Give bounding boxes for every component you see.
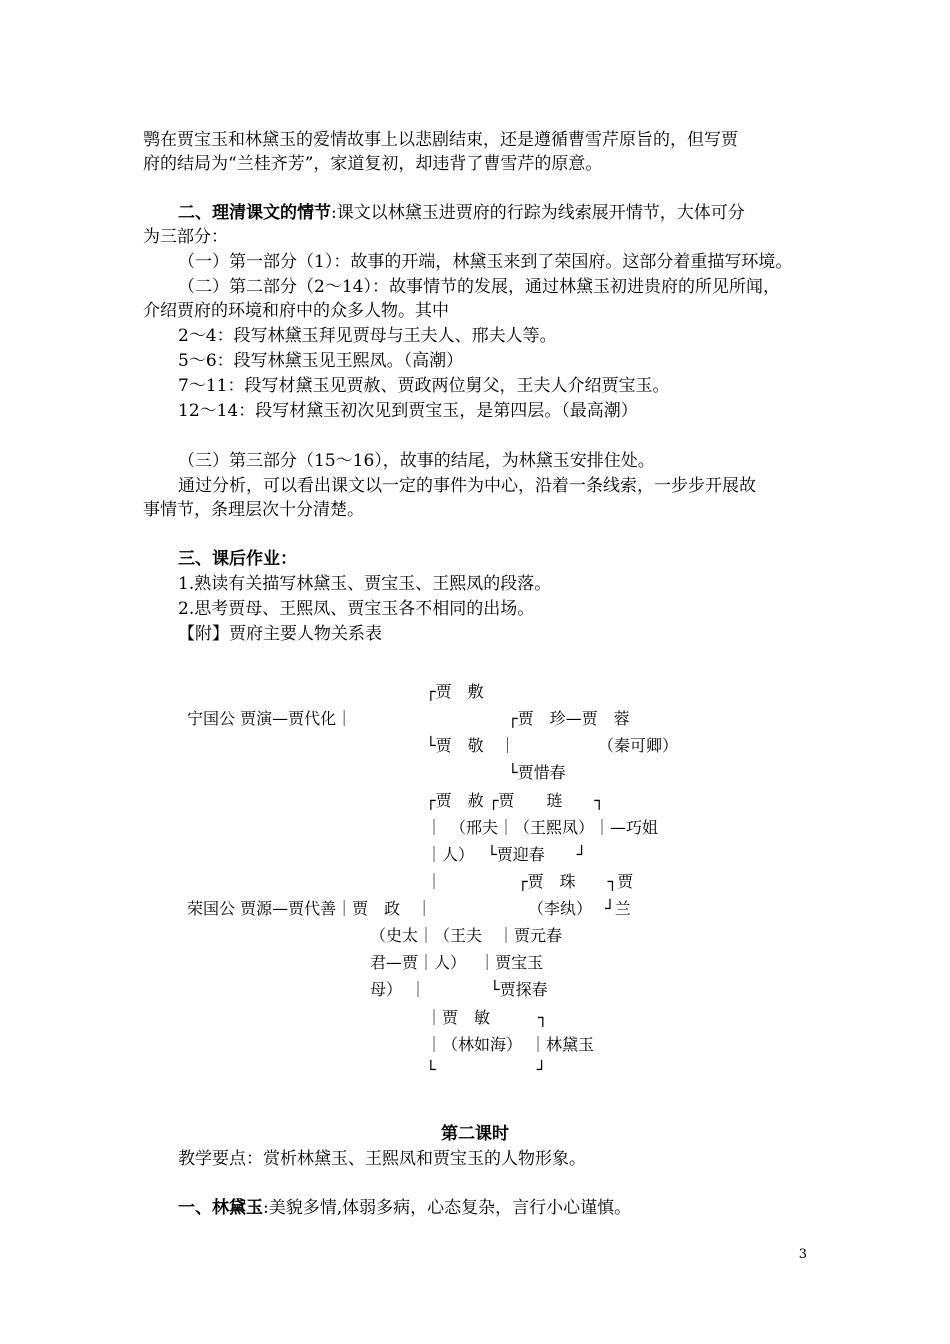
tree-line: 宁国公 贾演—贾代化｜: [187, 709, 353, 728]
tree-line: ┌贾 珍—贾 蓉: [508, 709, 630, 728]
section2-text: :课文以林黛玉进贾府的行踪为线索展开情节，大体可分: [331, 203, 745, 223]
tree-line: ｜（林如海） ｜林黛玉: [426, 1035, 595, 1054]
page-number: 3: [798, 1247, 807, 1262]
lesson2-heading: 一、林黛玉: [178, 1198, 263, 1218]
intro-line-2: 府的结局为“兰桂齐芳”，家道复初，却违背了曹雪芹的原意。: [143, 154, 603, 174]
part1: （一）第一部分（1）：故事的开端，林黛玉来到了荣国府。这部分着重描写环境。: [178, 252, 793, 272]
part2-a: （二）第二部分（2～14）：故事情节的发展，通过林黛玉初进贵府的所见所闻，: [178, 277, 780, 297]
part3: （三）第三部分（15～16），故事的结尾，为林黛玉安排住处。: [178, 451, 655, 471]
homework-item-2: 2.思考贾母、王熙凤、贾宝玉各不相同的出场。: [178, 599, 535, 619]
lesson2-heading-text: :美貌多情,体弱多病，心态复杂，言行小心谨慎。: [263, 1198, 632, 1218]
appendix-title: 【附】贾府主要人物关系表: [178, 624, 382, 644]
tree-line: （李纨） ┘兰: [528, 899, 631, 918]
sub-point-4: 12～14：段写材黛玉初次见到贾宝玉，是第四层。（最高潮）: [178, 401, 638, 421]
tree-line: ｜贾 敏 ┐: [426, 1008, 548, 1027]
tree-line: ┌贾 敷: [426, 682, 484, 701]
part2-b: 介绍贾府的环境和府中的众多人物。其中: [143, 301, 449, 321]
section2-heading: 二、理清课文的情节: [178, 203, 331, 223]
tree-line: （秦可卿）: [598, 736, 679, 755]
tree-line: └贾惜春: [508, 763, 566, 782]
lesson2-goal: 教学要点：赏析林黛玉、王熙凤和贾宝玉的人物形象。: [178, 1149, 586, 1169]
section3-heading: 三、课后作业：: [178, 549, 297, 569]
tree-line: ┌贾 赦 ┌贾 琏 ┐: [426, 791, 604, 810]
sub-point-1: 2～4：段写林黛玉拜见贾母与王夫人、邢夫人等。: [178, 326, 557, 346]
tree-line: （史太｜（王夫 ｜贾元春: [370, 926, 563, 945]
tree-line: ┌贾 珠 ┐贾: [518, 872, 634, 891]
tree-line: ｜人） └贾迎春 ┘: [426, 845, 587, 864]
lesson2-title: 第二课时: [441, 1124, 509, 1144]
tree-line: └ ┘: [426, 1060, 547, 1079]
tree-line: ｜ （邢夫｜（王熙凤）｜—巧姐: [426, 818, 659, 837]
intro-line-1: 鹗在贾宝玉和林黛玉的爱情故事上以悲剧结束，还是遵循曹雪芹原旨的，但写贾: [143, 130, 738, 150]
sub-point-3: 7～11：段写材黛玉见贾赦、贾政两位舅父，王夫人介绍贾宝玉。: [178, 376, 670, 396]
tree-line: ｜: [426, 872, 443, 891]
tree-line: 君—贾｜人） ｜贾宝玉: [370, 953, 544, 972]
tree-line: 母） ｜ └贾探春: [370, 980, 548, 999]
homework-item-1: 1.熟读有关描写林黛玉、贾宝玉、王熙凤的段落。: [178, 574, 552, 594]
summary-a: 通过分析，可以看出课文以一定的事件为中心，沿着一条线索，一步步开展故: [178, 476, 756, 496]
tree-line: └贾 敬 ｜: [426, 736, 516, 755]
section2-heading-line: [178, 201, 745, 225]
tree-line: 荣国公 贾源—贾代善｜贾 政 ｜: [187, 899, 433, 918]
sub-point-2: 5～6：段写林黛玉见王熙凤。（高潮）: [178, 351, 464, 371]
summary-b: 事情节，条理层次十分清楚。: [143, 500, 364, 520]
lesson2-heading-line: [178, 1196, 631, 1220]
section2-text-cont: 为三部分：: [143, 227, 228, 247]
